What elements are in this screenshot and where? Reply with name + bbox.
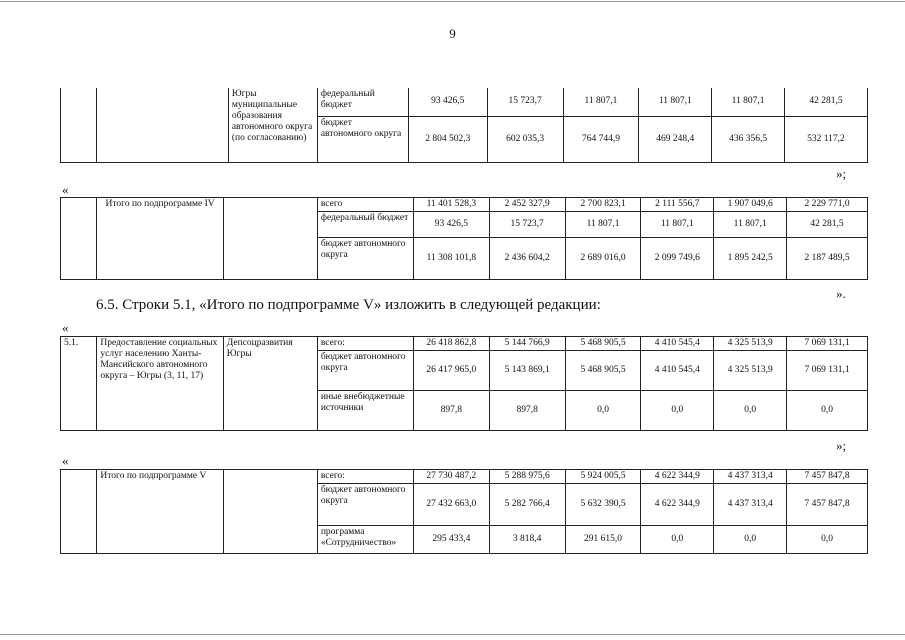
value-cell: 7 457 847,8 [787, 470, 868, 484]
value-cell: 42 281,5 [787, 212, 868, 238]
value-cell: 4 622 344,9 [641, 484, 714, 526]
value-cell: 2 436 604,2 [489, 238, 565, 280]
value-cell: 295 433,4 [413, 526, 489, 554]
value-cell: 0,0 [641, 526, 714, 554]
value-cell: 4 437 313,4 [714, 484, 787, 526]
value-cell: 2 452 327,9 [489, 198, 565, 212]
value-cell: 764 744,9 [563, 116, 639, 162]
value-cell: 897,8 [489, 391, 565, 431]
value-cell: 2 187 489,5 [787, 238, 868, 280]
num-cell [61, 470, 97, 554]
value-cell: 897,8 [413, 391, 489, 431]
source-cell: программа «Сотрудничество» [317, 526, 413, 554]
quote-open: « [62, 182, 69, 197]
value-cell: 5 288 975,6 [489, 470, 565, 484]
value-cell: 0,0 [787, 526, 868, 554]
value-cell: 291 615,0 [565, 526, 641, 554]
value-cell: 11 807,1 [639, 88, 712, 116]
table-municipal-continuation [60, 88, 868, 163]
value-cell: 2 689 016,0 [565, 238, 641, 280]
value-cell: 0,0 [565, 391, 641, 431]
source-cell: бюджет автономного округа [317, 116, 408, 162]
value-cell: 7 457 847,8 [787, 484, 868, 526]
num-cell [61, 198, 97, 280]
row-number: 5.1. [61, 337, 97, 431]
source-cell: федеральный бюджет [317, 88, 408, 116]
value-cell: 2 229 771,0 [787, 198, 868, 212]
value-cell: 2 700 823,1 [565, 198, 641, 212]
value-cell: 0,0 [714, 526, 787, 554]
value-cell: 15 723,7 [489, 212, 565, 238]
value-cell: 4 325 513,9 [714, 351, 787, 391]
value-cell: 4 410 545,4 [641, 351, 714, 391]
quote-close: »; [836, 166, 847, 181]
value-cell: 0,0 [714, 391, 787, 431]
source-cell: федеральный бюджет [317, 212, 413, 238]
value-cell: 4 437 313,4 [714, 470, 787, 484]
value-cell: 11 807,1 [714, 212, 787, 238]
value-cell: 11 401 528,3 [413, 198, 489, 212]
quote-close: »; [836, 438, 847, 453]
executor-cell: Депсоцразвития Югры [223, 337, 317, 431]
value-cell: 11 807,1 [712, 88, 785, 116]
source-cell: бюджет автономного округа [317, 484, 413, 526]
source-cell: бюджет автономного округа [317, 238, 413, 280]
value-cell: 2 099 749,6 [641, 238, 714, 280]
table-subprogram-iv-total [60, 197, 868, 280]
value-cell: 469 248,4 [639, 116, 712, 162]
value-cell: 602 035,3 [487, 116, 563, 162]
activity-name: Предоставление социальных услуг населению Ханты-Мансийского автономного округа – Югры (3, 11, 17) [97, 337, 223, 431]
value-cell: 4 410 545,4 [641, 337, 714, 351]
quote-open: « [62, 453, 69, 468]
source-cell: бюджет автономного округа [317, 351, 413, 391]
value-cell: 0,0 [787, 391, 868, 431]
table-row-5-1 [60, 336, 868, 431]
value-cell: 27 432 663,0 [413, 484, 489, 526]
source-cell: всего [317, 198, 413, 212]
value-cell: 93 426,5 [408, 88, 487, 116]
executor-cell [223, 198, 317, 280]
section-heading: 6.5. Строки 5.1, «Итого по подпрограмме V» изложить в следующей редакции: [96, 297, 601, 313]
value-cell: 11 807,1 [563, 88, 639, 116]
page-number: 9 [449, 26, 456, 41]
value-cell: 4 622 344,9 [641, 470, 714, 484]
value-cell: 5 282 766,4 [489, 484, 565, 526]
value-cell: 1 907 049,6 [714, 198, 787, 212]
value-cell: 11 807,1 [641, 212, 714, 238]
value-cell: 7 069 131,1 [787, 337, 868, 351]
value-cell: 5 632 390,5 [565, 484, 641, 526]
value-cell: 5 924 005,5 [565, 470, 641, 484]
value-cell: 5 468 905,5 [565, 337, 641, 351]
source-cell: всего: [317, 337, 413, 351]
value-cell: 7 069 131,1 [787, 351, 868, 391]
table-subprogram-v-total [60, 469, 868, 554]
value-cell: 532 117,2 [784, 116, 867, 162]
source-cell: всего: [317, 470, 413, 484]
quote-close: ». [836, 286, 846, 301]
value-cell: 1 895 242,5 [714, 238, 787, 280]
value-cell: 5 468 905,5 [565, 351, 641, 391]
executor-cell: Югры муниципальные образования автономного округа (по согласованию) [228, 88, 317, 162]
value-cell: 0,0 [641, 391, 714, 431]
value-cell: 93 426,5 [413, 212, 489, 238]
value-cell: 4 325 513,9 [714, 337, 787, 351]
value-cell: 5 143 869,1 [489, 351, 565, 391]
value-cell: 42 281,5 [784, 88, 867, 116]
value-cell: 436 356,5 [712, 116, 785, 162]
value-cell: 5 144 766,9 [489, 337, 565, 351]
subprogram-name: Итого по подпрограмме V [97, 470, 223, 554]
subprogram-name: Итого по подпрограмме IV [97, 198, 223, 280]
num-cell [61, 88, 97, 162]
value-cell: 11 308 101,8 [413, 238, 489, 280]
scan-edge-top [0, 1, 905, 2]
name-cell [97, 88, 228, 162]
value-cell: 3 818,4 [489, 526, 565, 554]
executor-cell [223, 470, 317, 554]
source-cell: иные внебюджетные источники [317, 391, 413, 431]
value-cell: 2 111 556,7 [641, 198, 714, 212]
value-cell: 26 418 862,8 [413, 337, 489, 351]
value-cell: 2 804 502,3 [408, 116, 487, 162]
value-cell: 15 723,7 [487, 88, 563, 116]
value-cell: 26 417 965,0 [413, 351, 489, 391]
value-cell: 27 730 487,2 [413, 470, 489, 484]
value-cell: 11 807,1 [565, 212, 641, 238]
scan-edge-bottom [0, 634, 905, 635]
quote-open: « [62, 320, 69, 335]
